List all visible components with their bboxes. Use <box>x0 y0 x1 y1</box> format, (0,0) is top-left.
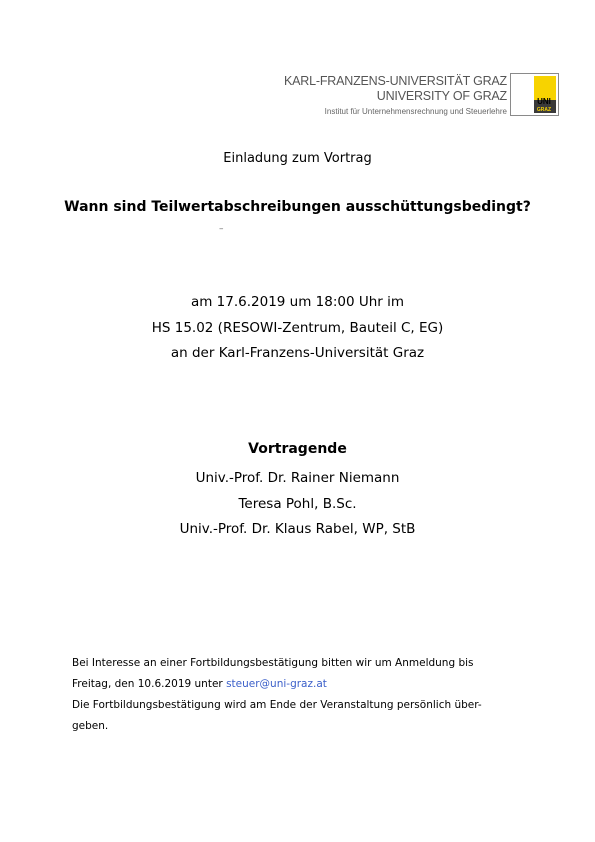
title-dash: – <box>219 224 224 234</box>
university-header <box>284 74 507 117</box>
registration-note <box>72 653 532 737</box>
speaker-item: Univ.-Prof. Dr. Klaus Rabel, WP, StB <box>179 521 416 537</box>
university-name-german: KARL-FRANZENS-UNIVERSITÄT GRAZ <box>284 74 507 88</box>
registration-line-3: Die Fortbildungsbestätigung wird am Ende der Veranstaltung persönlich über- <box>72 699 482 711</box>
email-link[interactable]: steuer@uni-graz.at <box>226 678 327 690</box>
registration-deadline: Freitag, den 10.6.2019 unter <box>72 678 227 690</box>
invitation-heading: Einladung zum Vortrag <box>223 151 372 166</box>
event-date-time: am 17.6.2019 um 18:00 Uhr im <box>190 294 405 310</box>
speakers-heading: Vortragende <box>248 441 347 457</box>
logo-wordmark <box>533 98 555 114</box>
registration-line-2 <box>72 674 532 695</box>
university-name-english: UNIVERSITY OF GRAZ <box>376 89 507 103</box>
logo-uni-text: UNI <box>537 97 551 106</box>
university-logo <box>510 73 559 116</box>
speakers-list <box>0 466 595 543</box>
registration-line-4: geben. <box>72 720 109 732</box>
event-details <box>0 290 595 367</box>
event-university: an der Karl-Franzens-Universität Graz <box>170 345 425 361</box>
talk-title: Wann sind Teilwertabschreibungen ausschüttungsbedingt? <box>64 199 531 215</box>
logo-graz-text: GRAZ <box>536 107 552 113</box>
event-room: HS 15.02 (RESOWI-Zentrum, Bauteil C, EG) <box>151 319 444 336</box>
speaker-item: Teresa Pohl, B.Sc. <box>238 495 357 512</box>
speaker-item: Univ.-Prof. Dr. Rainer Niemann <box>195 470 400 486</box>
institute-name: Institut für Unternehmensrechnung und Steuerlehre <box>324 107 507 116</box>
registration-line-1: Bei Interesse an einer Fortbildungsbestätigung bitten wir um Anmeldung bis <box>72 657 474 669</box>
